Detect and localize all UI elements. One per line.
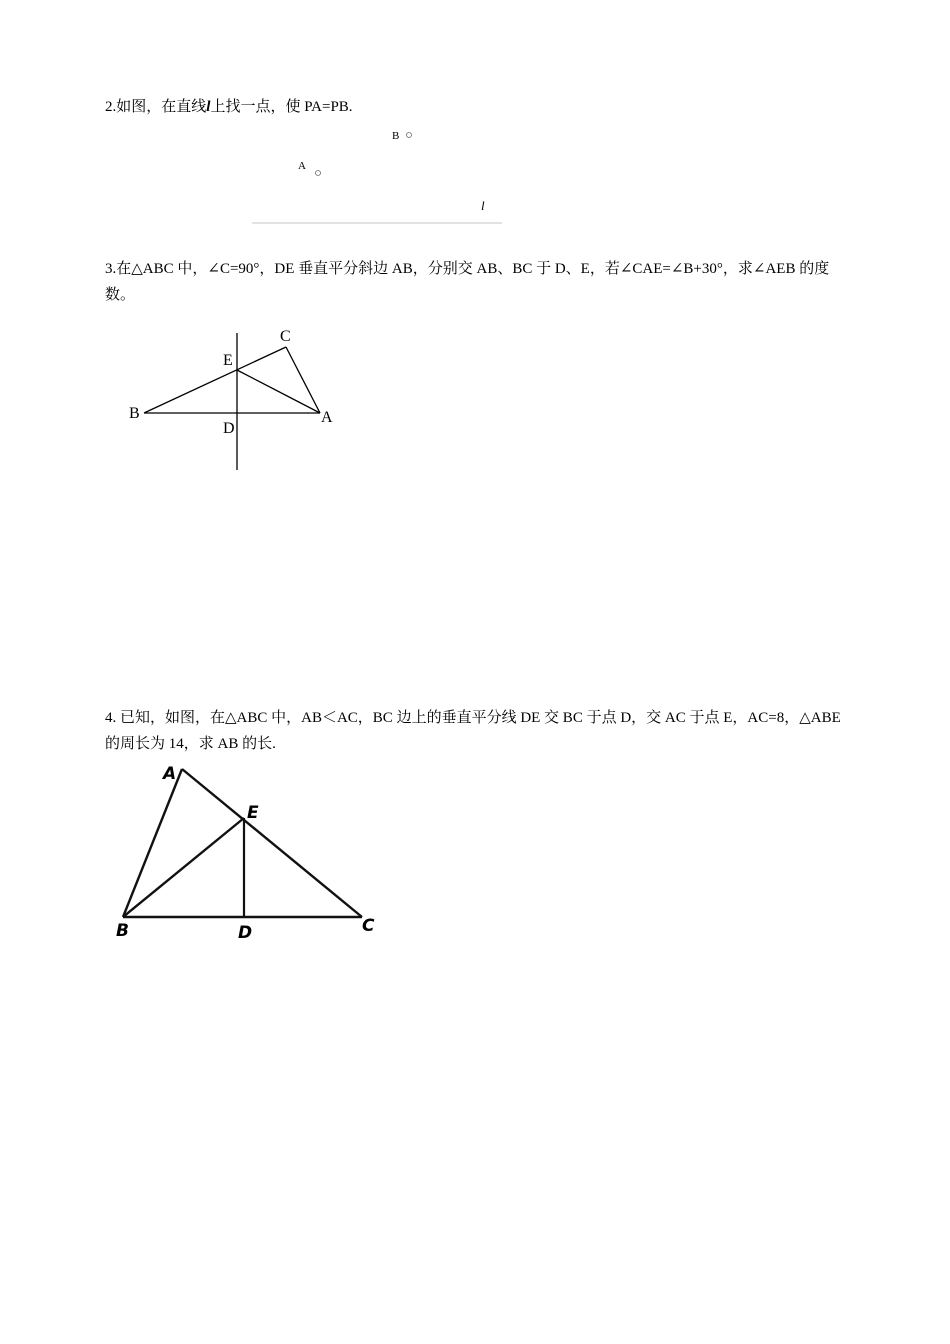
point-d-label: D [223,420,235,437]
vertex-c-label: C [280,328,291,345]
question-2-text-pre: 2.如图，在直线 [105,99,207,115]
point-d-label: D [238,923,253,943]
point-a-label: A [298,160,306,172]
segment-be [123,818,244,917]
point-a-marker [316,171,321,176]
line-l-label: l [481,198,485,213]
line-l-inline-label: l [206,99,211,115]
vertex-a-label: A [321,409,333,426]
vertex-a-label: A [163,764,177,784]
segment-ac [182,769,362,917]
segment-ea [237,370,320,413]
point-b-label: B [392,130,400,142]
vertex-b-label: B [116,921,129,941]
question-4-text: 4. 已知，如图，在△ABC 中，AB＜AC，BC 边上的垂直平分线 DE 交 BC 于点 D，交 AC 于点 E，AC=8，△ABE 的周长为 14，求 AB 的长. [105,710,841,752]
question-2-figure [240,120,520,230]
question-4-figure [110,760,390,945]
segment-ab [123,769,182,917]
question-3-text: 3.在△ABC 中，∠C=90°，DE 垂直平分斜边 AB，分别交 AB、BC 于 D、E，若∠CAE=∠B+30°，求∠AEB 的度数。 [105,261,830,303]
question-2-text [105,94,850,120]
point-b-marker [407,133,412,138]
question-2-text-post: 上找一点，使 PA=PB. [210,99,353,115]
vertex-b-label: B [129,405,140,422]
segment-bc [144,347,286,413]
segment-ca [286,347,320,413]
vertex-c-label: C [362,916,375,936]
point-e-label: E [223,352,233,369]
question-3-figure [120,320,350,480]
point-e-label: E [247,803,259,823]
